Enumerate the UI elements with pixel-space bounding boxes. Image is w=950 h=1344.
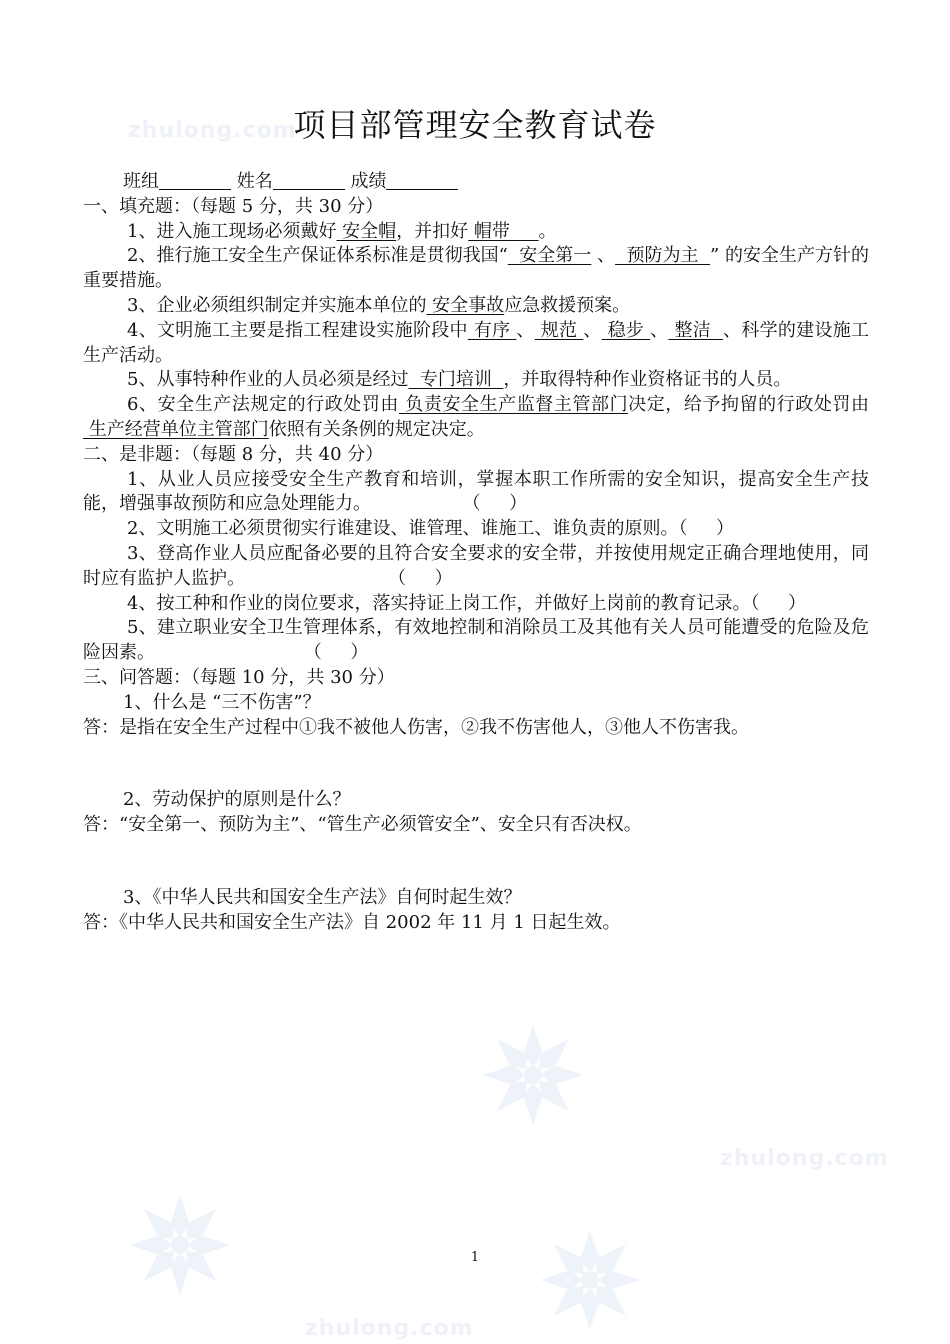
name-blank [273, 171, 345, 190]
question-item: 5、建立职业安全卫生管理体系，有效地控制和消除员工及其他有关人员可能遭受的危险及危险因素。 （ ） [83, 617, 869, 664]
watermark-snowflake-icon [535, 1225, 645, 1335]
question-item: 3、《中华人民共和国安全生产法》自何时起生效？ [123, 886, 522, 908]
exam-body [83, 170, 869, 936]
class-blank [159, 171, 231, 190]
watermark-text: zhulong.com [720, 1146, 889, 1171]
question-item: 5、从事特种作业的人员必须是经过 专门培训 ，并取得特种作业资格证书的人员。 [127, 369, 792, 391]
question-item: 4、文明施工主要是指工程建设实施阶段中 有序 、 规范 、 稳步 、 整洁 、科学的建设施工生产活动。 [83, 319, 870, 366]
page-number: 1 [470, 1250, 480, 1265]
score-label: 成绩 [350, 171, 387, 192]
class-label: 班组 [123, 171, 159, 192]
question-item: 1、什么是 “三不伤害”？ [123, 691, 321, 713]
watermark-snowflake-icon [125, 1190, 235, 1300]
score-blank [386, 171, 458, 190]
question-item: 2、劳动保护的原则是什么？ [123, 789, 351, 811]
student-info-line [83, 170, 869, 195]
section-heading: 三、问答题：（每题 10 分，共 30 分） [83, 666, 395, 688]
question-item: 1、从业人员应接受安全生产教育和培训，掌握本职工作所需的安全知识，提高安全生产技能，增强事故预防和应急处理能力。 （ ） [83, 468, 869, 515]
question-item: 6、安全生产法规定的行政处罚由 负责安全生产监督主管部门决定，给予拘留的行政处罚由 生产经营单位主管部门依照有关条例的规定决定。 [83, 394, 869, 440]
question-item: 3、登高作业人员应配备必要的且符合安全要求的安全带，并按使用规定正确合理地使用，同时应有监护人监护。 （ ） [83, 542, 869, 589]
question-item: 1、进入施工现场必须戴好 安全帽，并扣好 帽带 。 [127, 220, 557, 242]
answer-text: 答：《中华人民共和国安全生产法》自 2002 年 11 月 1 日起生效。 [83, 911, 621, 933]
question-item: 2、文明施工必须贯彻实行谁建设、谁管理、谁施工、谁负责的原则。（ ） [127, 518, 735, 540]
section-heading: 二、是非题：（每题 8 分，共 40 分） [83, 443, 384, 465]
name-label: 姓名 [236, 171, 273, 192]
question-item: 2、推行施工安全生产保证体系标准是贯彻我国“ 安全第一 、 预防为主 ” 的安全生产方针的重要措施。 [83, 245, 869, 292]
question-item: 4、按工种和作业的岗位要求，落实持证上岗工作，并做好上岗前的教育记录。（ ） [127, 592, 807, 614]
watermark-snowflake-icon [478, 1020, 588, 1130]
question-item: 3、企业必须组织制定并实施本单位的 安全事故应急救援预案。 [127, 294, 631, 316]
section-heading: 一、填充题：（每题 5 分，共 30 分） [83, 195, 384, 217]
page-title: 项目部管理安全教育试卷 [293, 106, 657, 144]
answer-text: 答：“安全第一、预防为主”、“管生产必须管安全”、安全只有否决权。 [83, 814, 642, 836]
watermark-text: zhulong.com [128, 118, 297, 143]
watermark-text: zhulong.com [305, 1316, 474, 1341]
answer-text: 答：是指在安全生产过程中①我不被他人伤害，②我不伤害他人，③他人不伤害我。 [83, 716, 749, 738]
